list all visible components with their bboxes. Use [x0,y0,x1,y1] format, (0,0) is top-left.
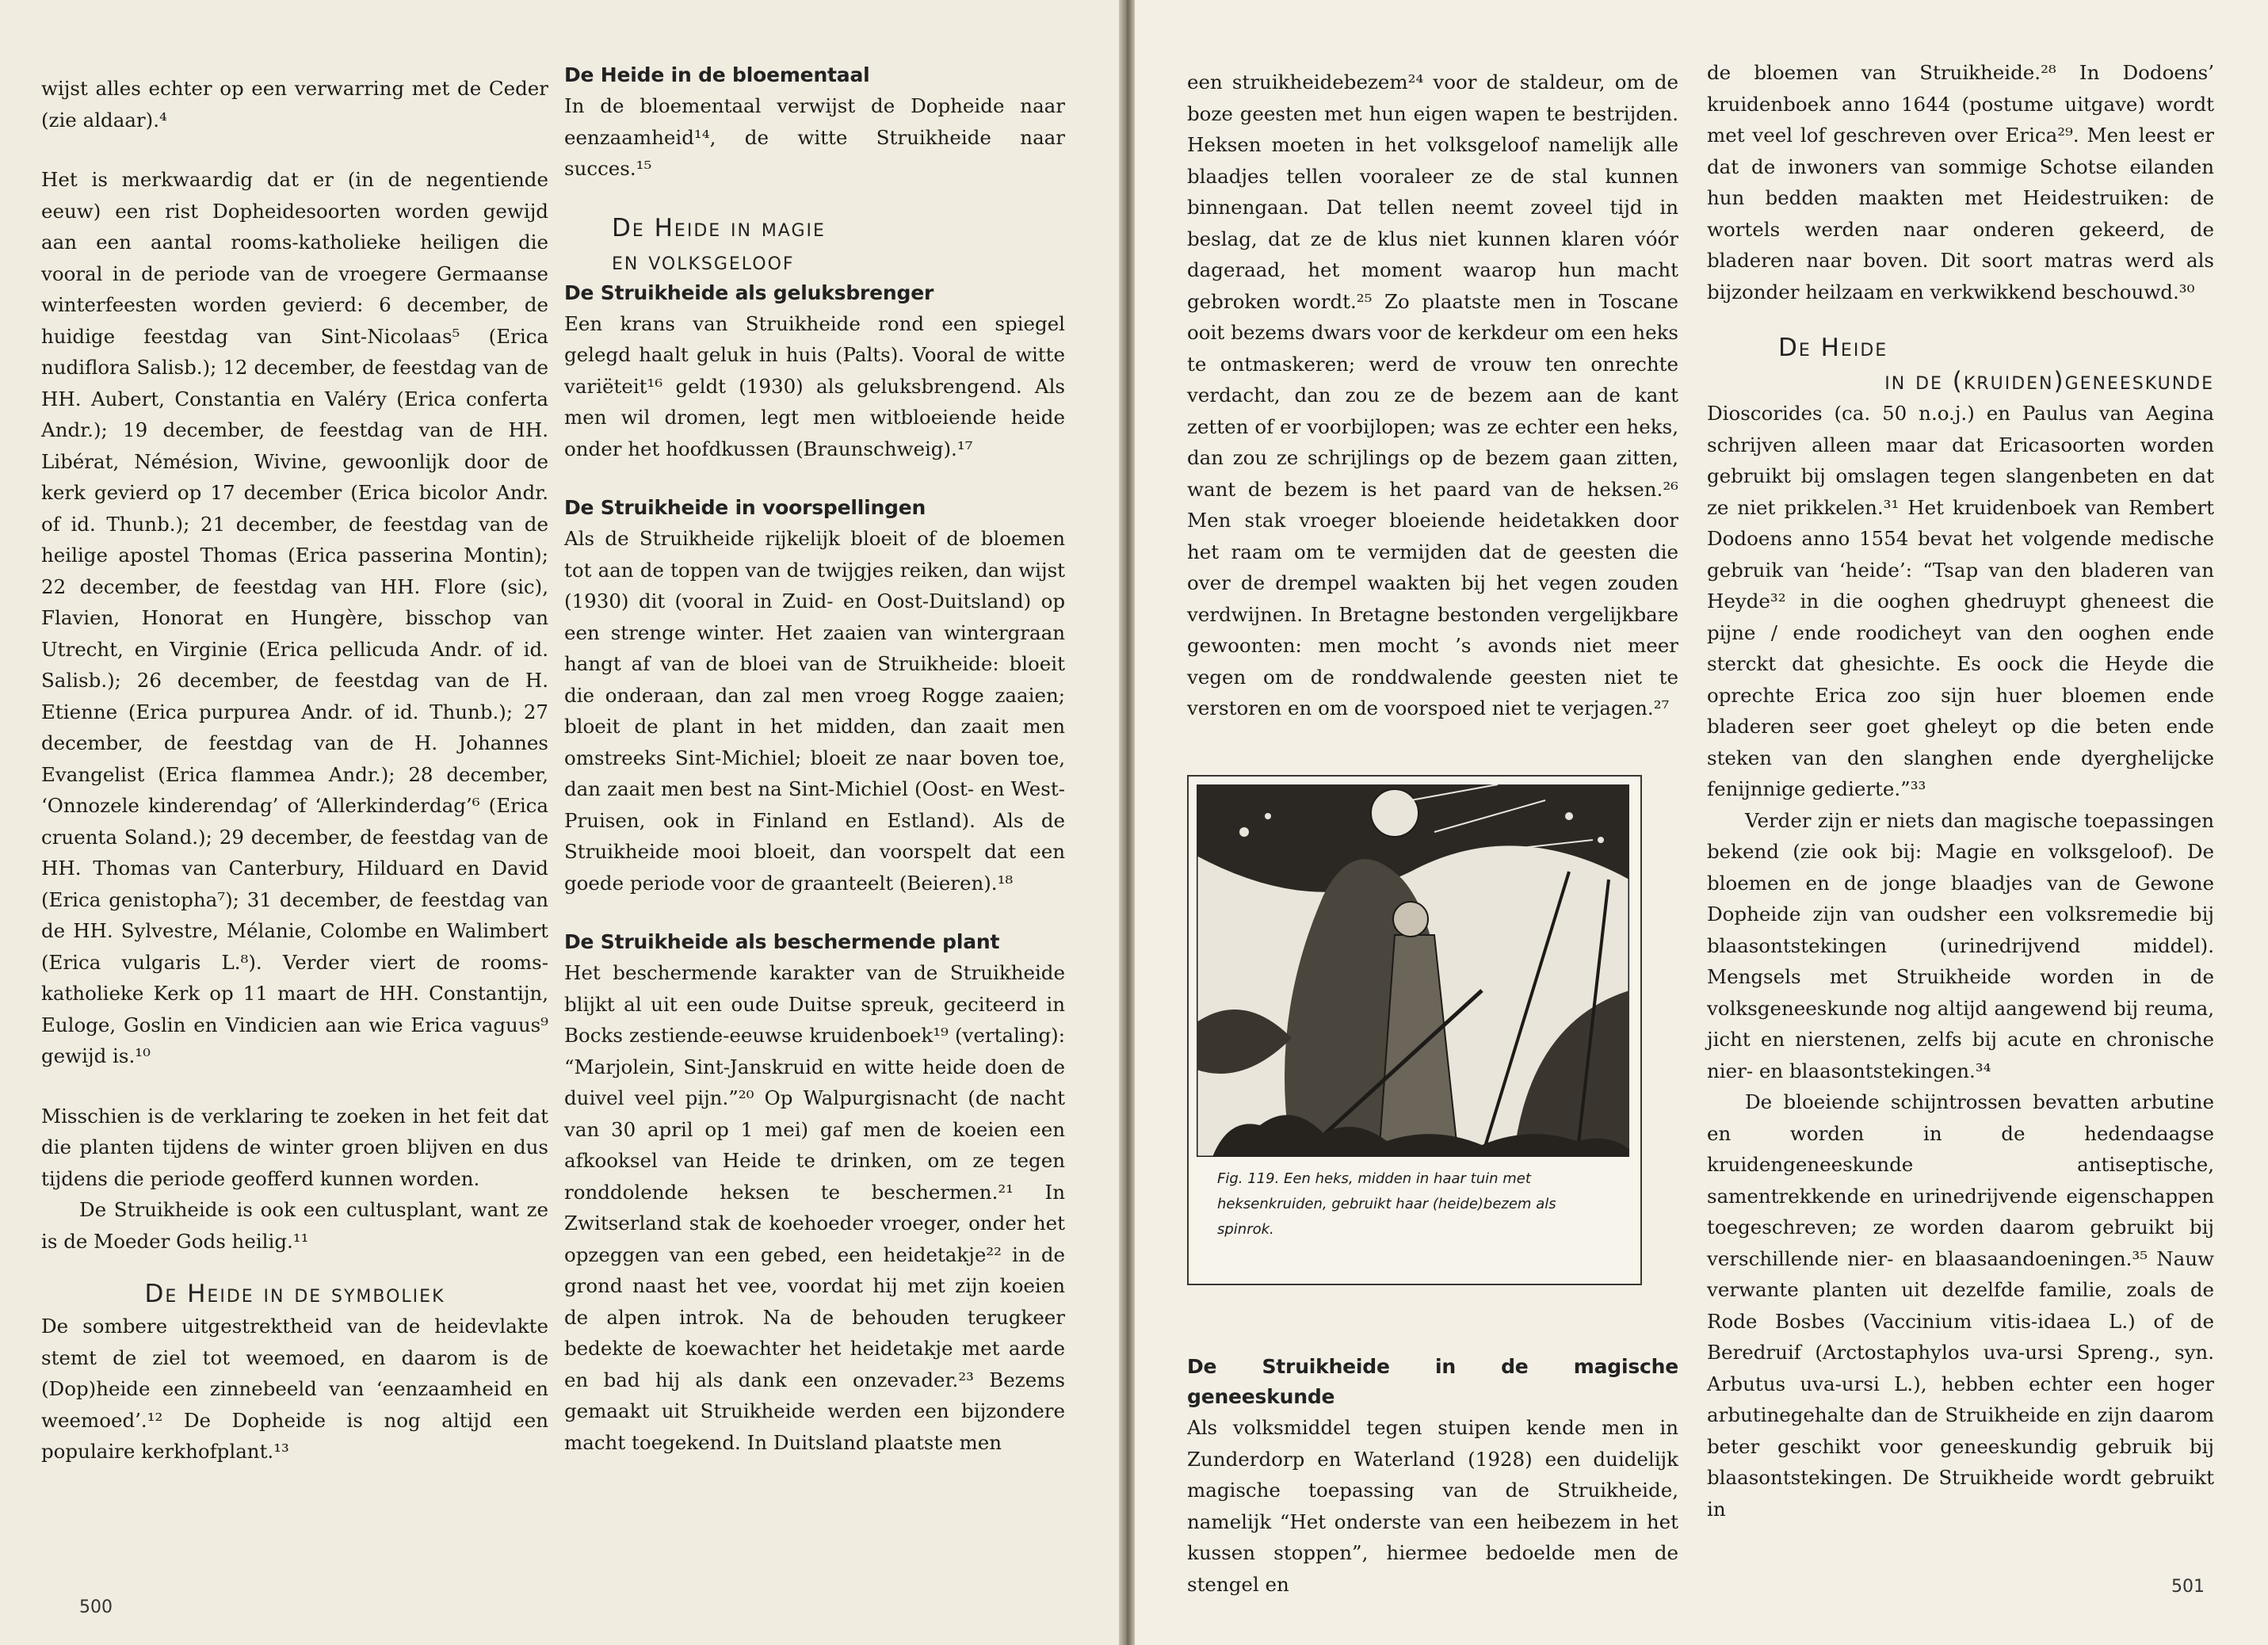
section-heading-symboliek: De Heide in de symboliek [144,1280,445,1308]
right-page [1135,0,2268,1645]
paragraph: De bloeiende schijntrossen bevatten arbutine en worden in de hedendaagse kruidengeneeskunde antiseptische, samentrekkende en urinedrijvende eigenschappen toegeschreven; ze worden daarom gebruikt bij verschillende nier- en blaasaandoeningen.³⁵ Nauw verwante planten uit dezelfde familie, zoals de Rode Bosbes (Vaccinium vitis-idaea L.) of de Beredruif (Arctostaphylos uva-ursi Spreng., syn. Arbutus uva-ursi L.), hebben echter een hoger arbutinegehalte dan de Struikheide en zijn daarom beter geschikt voor geneeskundig gebruik bij blaasontstekingen. De Struikheide wordt gebruikt in [1707,1090,2214,1521]
paragraph: Het beschermende karakter van de Struikheide blijkt al uit een oude Duitse spreuk, geciteerd in Bocks zestiende-eeuwse kruidenboek¹⁹ (vertaling): “Marjolein, Sint-Janskruid en witte heide doen de duivel veel pijn.”²⁰ Op Walpurgisnacht (de nacht van 30 april op 1 mei) gaf men de koeien een afkooksel van Heide te drinken, om ze tegen ronddolende heksen te beschermen.²¹ In Zwitserland stak de koehoeder vroeger, onder het opzeggen van een gebed, een heidetakje²² in de grond naast het vee, voordat hij met zijn koeien de alpen introk. Na de behouden terugkeer bedekte de koewachter het heidetakje met aarde en bad hij als dank een onzevader.²³ Bezems gemaakt uit Struikheide werden een bijzondere macht toegekend. In Duitsland plaatste men [564,961,1065,1454]
section-heading-geneeskunde: De Heide in de (kruiden)geneeskunde [1778,334,2214,395]
page-number: 501 [2171,1577,2205,1597]
right-column-2 [1707,57,2214,1525]
paragraph: Als de Struikheide rijkelijk bloeit of de bloemen tot aan de toppen van de twijgjes reiken, dan wijst (1930) dit (vooral in Zuid- en Oost-Duitsland) op een strenge winter. Het zaaien van wintergraan hangt af van de bloei van de Struikheide: bloeit die onderaan, dan zal men vroeg Rogge zaaien; bloeit de plant in het midden, dan zaait men omstreeks Sint-Michiel; bloeit ze naar boven toe, dan zaait men best na Sint-Michiel (Oost- en West-Pruisen, ook in Finland en Estland). Als de Struikheide mooi bloeit, dan voorspelt dat een goede periode voor de graanteelt (Beieren).¹⁸ [564,527,1065,895]
subheading-voorspellingen: De Struikheide in voorspellingen [564,496,926,519]
book-gutter [1119,0,1135,1645]
paragraph: De Struikheide is ook een cultusplant, want ze is de Moeder Gods heilig.¹¹ [41,1198,548,1253]
paragraph: Dioscorides (ca. 50 n.o.j.) en Paulus van Aegina schrijven alleen maar dat Ericasoorten worden gebruikt bij omslagen tegen slangenbeten en dat ze niet prikkelen.³¹ Het kruidenboek van Rembert Dodoens anno 1554 bevat het volgende medische gebruik van ‘heide’: “Tsap van den bladeren van Heyde³² in die ooghen ghedruypt gheneest die pijne / ende roodicheyt van den ooghen ende sterckt dat ghesichte. Es oock die Heyde die oprechte Erica zoo sijn huer bloemen ende bladeren seer goet gheleyt op die beten ende steken van den slanghen ende dyerghelijcke fenijnnige gedierte.”³³ [1707,402,2214,800]
paragraph: Het is merkwaardig dat er (in de negentiende eeuw) een rist Dopheidesoorten worden gewijd aan een aantal rooms-katholieke heiligen die vooral in de periode van de vroegere Germaanse winterfeesten worden gevierd: 6 december, de huidige feestdag van Sint-Nicolaas⁵ (Erica nudiflora Salisb.); 12 december, de feestdag van de HH. Aubert, Constantia en Valéry (Erica conferta Andr.); 19 december, de feestdag van de HH. Libérat, Némésion, Wivine, gewoonlijk door de kerk gevierd op 17 december (Erica bicolor Andr. of id. Thunb.); 21 december, de feestdag van de heilige apostel Thomas (Erica passerina Montin); 22 december, de feestdag van HH. Flore (sic), Flavien, Honorat en Hungère, bisschop van Utrecht, en Virginie (Erica pellicuda Andr. of id. Salisb.); 26 december, de feestdag van de H. Etienne (Erica purpurea Andr. of id. Thunb.); 27 december, de feestdag van de H. Johannes Evangelist (Erica flammea Andr.); 28 december, ‘Onnozele kinderendag’ of ‘Allerkinderdag’⁶ (Erica cruenta Soland.); 29 december, de feestdag van de HH. Thomas van Canterbury, Hilduard en David (Erica genistopha⁷); 31 december, de feestdag van de HH. Sylvestre, Mélanie, Colombe en Walimbert (Erica vulgaris L.⁸). Verder viert de rooms-katholieke Kerk op 11 maart de HH. Constantijn, Euloge, Goslin en Vindicien aan wie Erica vaguus⁹ gewijd is.¹⁰ [41,168,548,1067]
witch-garden-woodcut [1197,784,1629,1157]
paragraph: Als volksmiddel tegen stuipen kende men in Zunderdorp en Waterland (1928) een duidelijk magische toepassing van de Struikheide, namelijk “Het onderste van een heibezem in het kussen stoppen”, hiermee bedoelde men de stengel en [1187,1416,1678,1596]
subheading-beschermend: De Struikheide als beschermende plant [564,930,1000,953]
left-column-1 [41,73,548,1468]
section-heading-magie: De Heide in magie en volksgeloof [612,213,826,276]
right-column-1 [1187,67,1678,724]
subheading-magische-geneeskunde: De Struikheide in de magische geneeskunde [1187,1355,1678,1408]
left-page [0,0,1119,1645]
paragraph: Misschien is de verklaring te zoeken in het feit dat die planten tijdens de winter groen blijven en dus tijdens die periode geofferd kunnen worden. [41,1104,548,1190]
right-column-1-lower [1187,1352,1678,1600]
page-number: 500 [79,1597,113,1617]
paragraph: een struikheidebezem²⁴ voor de staldeur, om de boze geesten met hun eigen wapen te bestrijden. Heksen moeten in het volksgeloof namelijk alle blaadjes tellen vooraleer ze de stal kunnen binnengaan. Dat tellen neemt zoveel tijd in beslag, dat ze de klus niet kunnen klaren vóór dageraad, het moment waarop hun macht gebroken wordt.²⁵ Zo plaatste men in Toscane ooit bezems dwars voor de kerkdeur om een heks te ontmaskeren; werd de vrouw ten onrechte verdacht, dan zou ze de bezem aan de kant zetten of er voorbijlopen; was ze echter een heks, dan zou ze schrijlings op de bezem gaan zitten, want de bezem is het paard van de heksen.²⁶ Men stak vroeger bloeiende heidetakken door het raam om te vermijden dat de geesten die over de drempel waakten bij het vegen zouden verdwijnen. In Bretagne bestonden vergelijkbare gewoonten: men mocht ’s avonds niet meer vegen om de ronddwalende geesten niet te verstoren en om de voorspoed niet te verjagen.²⁷ [1187,71,1678,719]
paragraph: wijst alles echter op een verwarring met de Ceder (zie aldaar).⁴ [41,77,548,132]
left-column-2 [564,60,1065,1458]
paragraph: Een krans van Struikheide rond een spiegel gelegd haalt geluk in huis (Palts). Vooral de witte variëteit¹⁶ geldt (1930) als geluksbrengend. Als men wil dromen, legt men witbloeiende heide onder het hoofdkussen (Braunschweig).¹⁷ [564,311,1065,460]
paragraph: In de bloementaal verwijst de Dopheide naar eenzaamheid¹⁴, de witte Struikheide naar succes.¹⁵ [564,94,1065,180]
subheading-bloementaal: De Heide in de bloementaal [564,63,870,86]
paragraph: de bloemen van Struikheide.²⁸ In Dodoens’ kruidenboek anno 1644 (postume uitgave) wordt met veel lof geschreven over Erica²⁹. Men leest er dat de inwoners van sommige Schotse eilanden hun bedden maakten met Heidestruiken: de wortels werden naar onderen gekeerd, de bladeren naar boven. Dit soort matras werd als bijzonder heilzaam en verkwikkend beschouwd.³⁰ [1707,61,2214,303]
figure-caption: Fig. 119. Een heks, midden in haar tuin met heksenkruiden, gebruikt haar (heide)bezem als spinrok. [1217,1170,1556,1238]
figure-illustration [1187,775,1642,1285]
paragraph: De sombere uitgestrektheid van de heidevlakte stemt de ziel tot weemoed, en daarom is de (Dop)heide een zinnebeeld van ‘eenzaamheid en weemoed’.¹² De Dopheide is nog altijd een populaire kerkhofplant.¹³ [41,1315,548,1463]
paragraph: Verder zijn er niets dan magische toepassingen bekend (zie ook bij: Magie en volksgeloof). De bloemen en de jonge blaadjes van de Gewone Dopheide zijn van oudsher een volksremedie bij blaasontstekingen (urinedrijvend middel). Mengsels met Struikheide worden in de volksgeneeskunde nog altijd aangewend bij reuma, jicht en nierstenen, zelfs bij acute en chronische nier- en blaasontstekingen.³⁴ [1707,808,2214,1082]
subheading-geluksbrenger: De Struikheide als geluksbrenger [564,281,934,304]
